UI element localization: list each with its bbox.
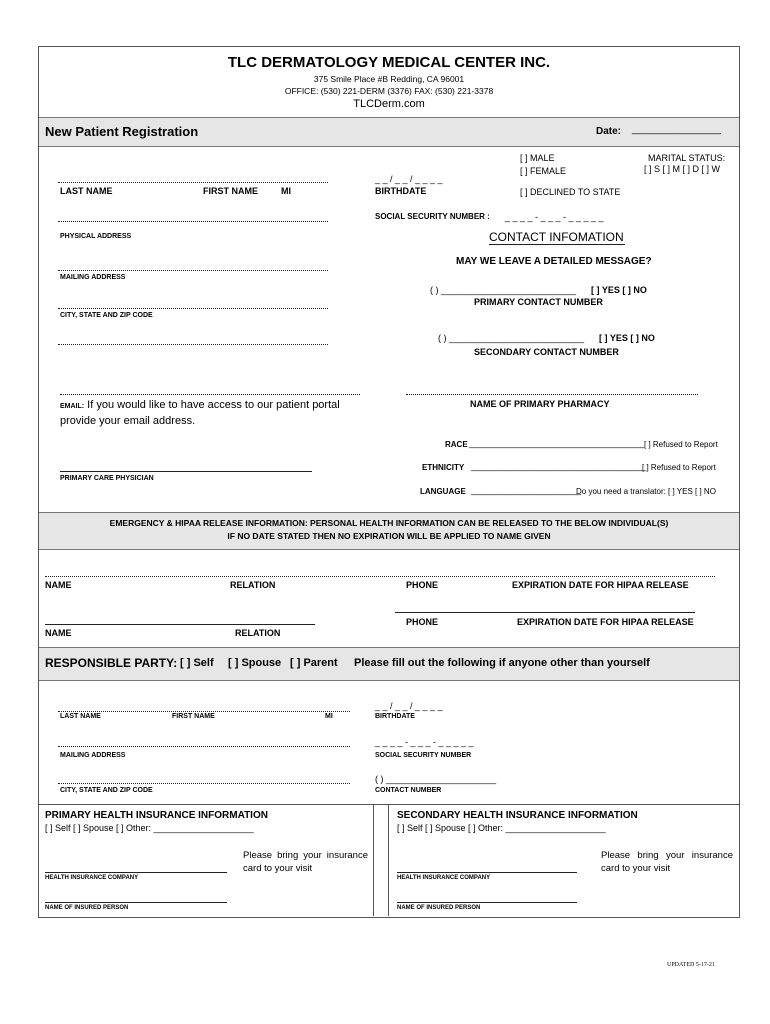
date-field[interactable]: ________________ [632,124,721,135]
primary-phone-field[interactable]: ( ) ___________________________ [430,285,577,295]
birthdate-field[interactable]: _ _ / _ _ / _ _ _ _ [375,174,443,184]
clinic-website: TLCDerm.com [353,98,425,110]
language-label: LANGUAGE [420,487,466,496]
emergency-expiration-2: EXPIRATION DATE FOR HIPAA RELEASE [517,617,694,627]
secondary-company-label: HEALTH INSURANCE COMPANY [397,875,491,881]
pcp-label: PRIMARY CARE PHYSICIAN [60,475,154,482]
primary-insurance-title: PRIMARY HEALTH INSURANCE INFORMATION [45,810,268,821]
city-line [58,308,328,309]
secondary-insurance-note: Please bring your insurance card to your visit [601,850,733,874]
last-name-label: LAST NAME [60,186,113,196]
primary-insured-label: NAME OF INSURED PERSON [45,905,129,911]
physical-line-top [58,221,328,222]
responsible-city-line [58,783,350,784]
ethnicity-label: ETHNICITY [422,463,465,472]
responsible-mailing-line [58,746,350,747]
responsible-city: CITY, STATE AND ZIP CODE [60,787,153,794]
emergency-line-1: EMERGENCY & HIPAA RELEASE INFORMATION: PERSONAL HEALTH INFORMATION CAN BE RELEASED TO THE BELOW INDIVIDUAL(S) [109,518,669,528]
emergency-name-2: NAME [45,628,72,638]
secondary-insurance-title: SECONDARY HEALTH INSURANCE INFORMATION [397,810,638,821]
responsible-self[interactable]: [ ] Self [180,657,214,669]
insurance-divider [373,804,389,916]
emergency-row2-right-line [395,612,695,613]
ssn-label: SOCIAL SECURITY NUMBER : [375,212,490,221]
contact-title-underline [489,244,625,245]
language-field[interactable]: ______________________ [471,485,582,495]
female-checkbox[interactable]: [ ] FEMALE [520,166,567,176]
contact-title: CONTACT INFOMATION [489,230,624,244]
secondary-company-line [397,872,577,873]
city-line-2 [58,344,328,345]
emergency-relation-1: RELATION [230,580,276,590]
race-refused[interactable]: [ ] Refused to Report [644,440,718,449]
email-block [60,398,350,429]
declined-checkbox[interactable]: [ ] DECLINED TO STATE [520,187,621,197]
responsible-contact: CONTACT NUMBER [375,787,442,794]
secondary-phone-field[interactable]: ( ) ___________________________ [438,333,585,343]
clinic-phones: OFFICE: (530) 221-DERM (3376) FAX: (530) 221-3378 [284,86,494,96]
secondary-yesno[interactable]: [ ] YES [ ] NO [599,333,655,343]
date-label: Date: [596,126,622,137]
message-question: MAY WE LEAVE A DETAILED MESSAGE? [456,256,652,267]
translator-option[interactable]: Do you need a translator: [ ] YES [ ] NO [576,487,716,496]
physical-address-label: PHYSICAL ADDRESS [60,233,132,240]
mi-label: MI [281,186,291,196]
pcp-line [60,471,312,472]
clinic-name: TLC DERMATOLOGY MEDICAL CENTER INC. [227,54,551,71]
secondary-insurance-options[interactable]: [ ] Self [ ] Spouse [ ] Other: ____________________ [397,823,606,833]
primary-company-line [45,872,227,873]
primary-insured-line [45,902,227,903]
responsible-birthdate: BIRTHDATE [375,713,415,720]
responsible-first-name: FIRST NAME [172,713,215,720]
responsible-name-line [58,711,350,712]
secondary-contact-label: SECONDARY CONTACT NUMBER [474,347,619,357]
pharmacy-label: NAME OF PRIMARY PHARMACY [470,399,610,409]
registration-title: New Patient Registration [45,124,199,139]
emergency-name-1: NAME [45,580,72,590]
primary-company-label: HEALTH INSURANCE COMPANY [45,875,139,881]
ethnicity-refused[interactable]: [ ] Refused to Report [642,463,716,472]
email-line [60,394,360,395]
race-field[interactable]: ___________________________________ [469,438,645,448]
name-line [58,182,328,183]
ethnicity-field[interactable]: ___________________________________ [471,461,647,471]
responsible-ssn: SOCIAL SECURITY NUMBER [375,752,472,759]
emergency-row2-left-line [45,624,315,625]
responsible-contact-field[interactable]: ( ) ______________________ [375,774,497,784]
clinic-address: 375 Smile Place #B Redding, CA 96001 [313,74,465,84]
primary-insurance-note: Please bring your insurance card to your visit [243,850,368,874]
updated-note: UPDATED 5-17-21 [667,962,715,968]
mailing-address-label: MAILING ADDRESS [60,274,126,281]
primary-insurance-options[interactable]: [ ] Self [ ] Spouse [ ] Other: ____________________ [45,823,254,833]
marital-options[interactable]: [ ] S [ ] M [ ] D [ ] W [644,164,721,174]
male-checkbox[interactable]: [ ] MALE [520,153,555,163]
email-label: EMAIL: [60,403,85,410]
insurance-top-line [39,804,739,805]
marital-label: MARITAL STATUS: [648,153,726,163]
responsible-parent[interactable]: [ ] Parent [290,657,338,669]
responsible-ssn-field[interactable]: _ _ _ _ - _ _ _ - _ _ _ _ _ [375,737,474,747]
emergency-phone-1: PHONE [406,580,439,590]
responsible-mi: MI [325,713,333,720]
responsible-last-name: LAST NAME [60,713,101,720]
primary-yesno[interactable]: [ ] YES [ ] NO [591,285,647,295]
pharmacy-line [406,394,698,395]
secondary-insured-label: NAME OF INSURED PERSON [397,905,481,911]
city-label: CITY, STATE AND ZIP CODE [60,312,153,319]
ssn-field[interactable]: _ _ _ _ - _ _ _ - _ _ _ _ _ [505,212,604,222]
emergency-phone-2: PHONE [406,617,439,627]
emergency-relation-2: RELATION [235,628,281,638]
responsible-spouse[interactable]: [ ] Spouse [228,657,282,669]
race-label: RACE [445,440,468,449]
responsible-birth-field[interactable]: _ _ / _ _ / _ _ _ _ [375,701,443,711]
mailing-line [58,270,328,271]
birthdate-label: BIRTHDATE [375,186,427,196]
first-name-label: FIRST NAME [203,186,258,196]
emergency-expiration-1: EXPIRATION DATE FOR HIPAA RELEASE [512,580,689,590]
emergency-line-2: IF NO DATE STATED THEN NO EXPIRATION WILL BE APPLIED TO NAME GIVEN [227,531,551,541]
secondary-insured-line [397,902,577,903]
responsible-mailing: MAILING ADDRESS [60,752,126,759]
responsible-label: RESPONSIBLE PARTY: [45,656,178,670]
primary-contact-label: PRIMARY CONTACT NUMBER [474,297,603,307]
email-text: If you would like to have access to our patient portal provide your email address. [60,399,340,427]
emergency-row1-line [45,576,715,577]
responsible-instruction: Please fill out the following if anyone other than yourself [354,657,650,669]
